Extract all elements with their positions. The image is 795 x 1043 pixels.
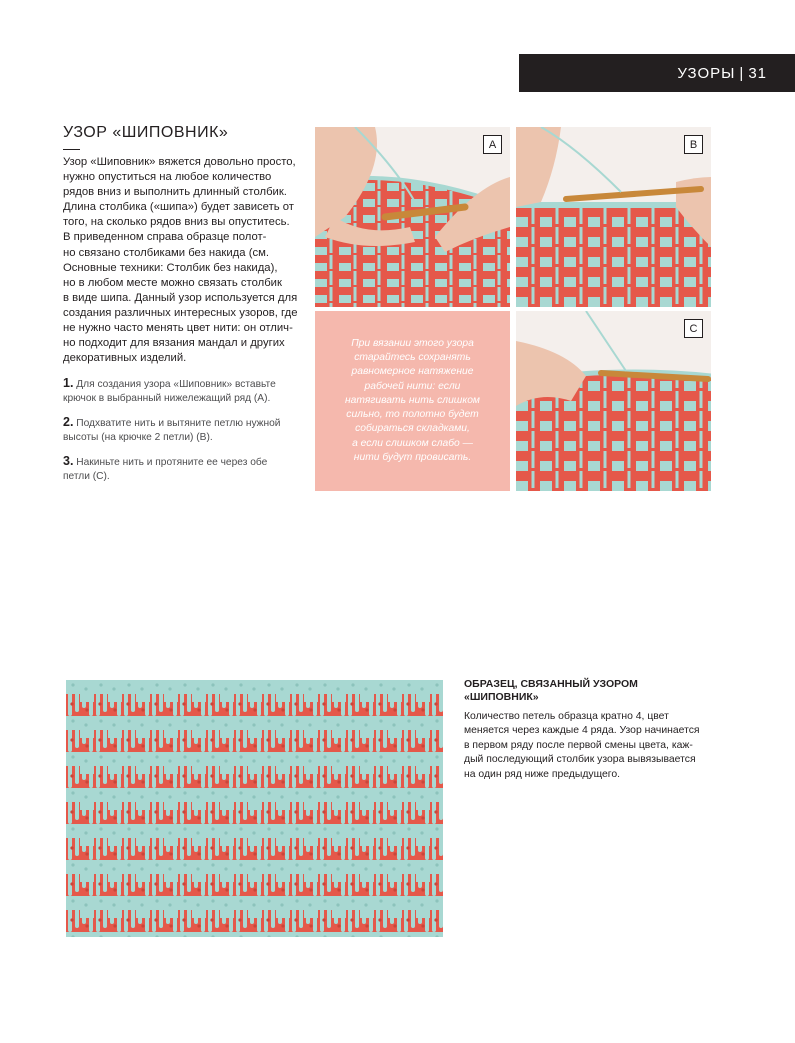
- step-1: [63, 376, 299, 406]
- title-rule: [63, 149, 80, 150]
- page-header-bar: [519, 54, 795, 92]
- sample-title: ОБРАЗЕЦ, СВЯЗАННЫЙ УЗОРОМ «ШИПОВНИК»: [464, 678, 638, 703]
- step-text: Накиньте нить и протяните ее через обе петли (C).: [63, 457, 268, 482]
- hook-insert-photo-icon: [315, 127, 510, 307]
- photo-b: [516, 127, 711, 307]
- step-2: [63, 415, 299, 445]
- spike-stitch-swatch-icon: [66, 680, 443, 937]
- photo-label: A: [483, 135, 502, 154]
- tip-text: При вязании этого узора старайтесь сохранять равномерное натяжение рабочей нити: если натягивать нить слишком сильно, то полотно будет собираться складками, а если слишком слабо — нити будут провисать.: [344, 338, 480, 463]
- photo-a: [315, 127, 510, 307]
- header-section: УЗОРЫ: [677, 64, 736, 82]
- sample-caption: [464, 678, 712, 782]
- loop-pull-photo-icon: [516, 127, 711, 307]
- intro-paragraph: Узор «Шиповник» вяжется довольно просто, нужно опуститься на любое количество рядов вниз и выполнить длинный столбик. Длина столбика («шипа») будет зависеть от того, на сколько рядов вниз вы опуститесь. В приведенном справа образце полот- но связано столбиками без накида (см. Основные техники: Столбик без накида), но в любом месте можно связать столбик в виде шипа. Данный узор используется для создания различных интересных узоров, где не нужно часто менять цвет нити: он отлич- но подходит для вязания мандал и других декоративных изделий.: [63, 156, 298, 365]
- photo-c: [516, 311, 711, 491]
- tip-box: [315, 311, 510, 491]
- step-text: Подхватите нить и вытяните петлю нужной высоты (на крючке 2 петли) (B).: [63, 418, 281, 443]
- step-3: [63, 454, 299, 484]
- sample-description: Количество петель образца кратно 4, цвет меняется через каждые 4 ряда. Узор начинается в первом ряду после первой смены цвета, каж- дый последующий столбик узора вывязывается на один ряд ниже предыдущего.: [464, 711, 700, 780]
- step-number: 3.: [63, 454, 74, 468]
- section-title: УЗОР «ШИПОВНИК»: [63, 124, 229, 141]
- header-separator: |: [739, 64, 745, 82]
- page-number: 31: [748, 64, 767, 82]
- step-number: 1.: [63, 376, 74, 390]
- photo-label: B: [684, 135, 703, 154]
- sample-swatch-photo: [66, 680, 443, 937]
- steps-list: [63, 376, 299, 493]
- yarn-over-photo-icon: [516, 311, 711, 491]
- step-number: 2.: [63, 415, 74, 429]
- step-text: Для создания узора «Шиповник» вставьте крючок в выбранный нижележащий ряд (A).: [63, 379, 276, 404]
- photo-label: C: [684, 319, 703, 338]
